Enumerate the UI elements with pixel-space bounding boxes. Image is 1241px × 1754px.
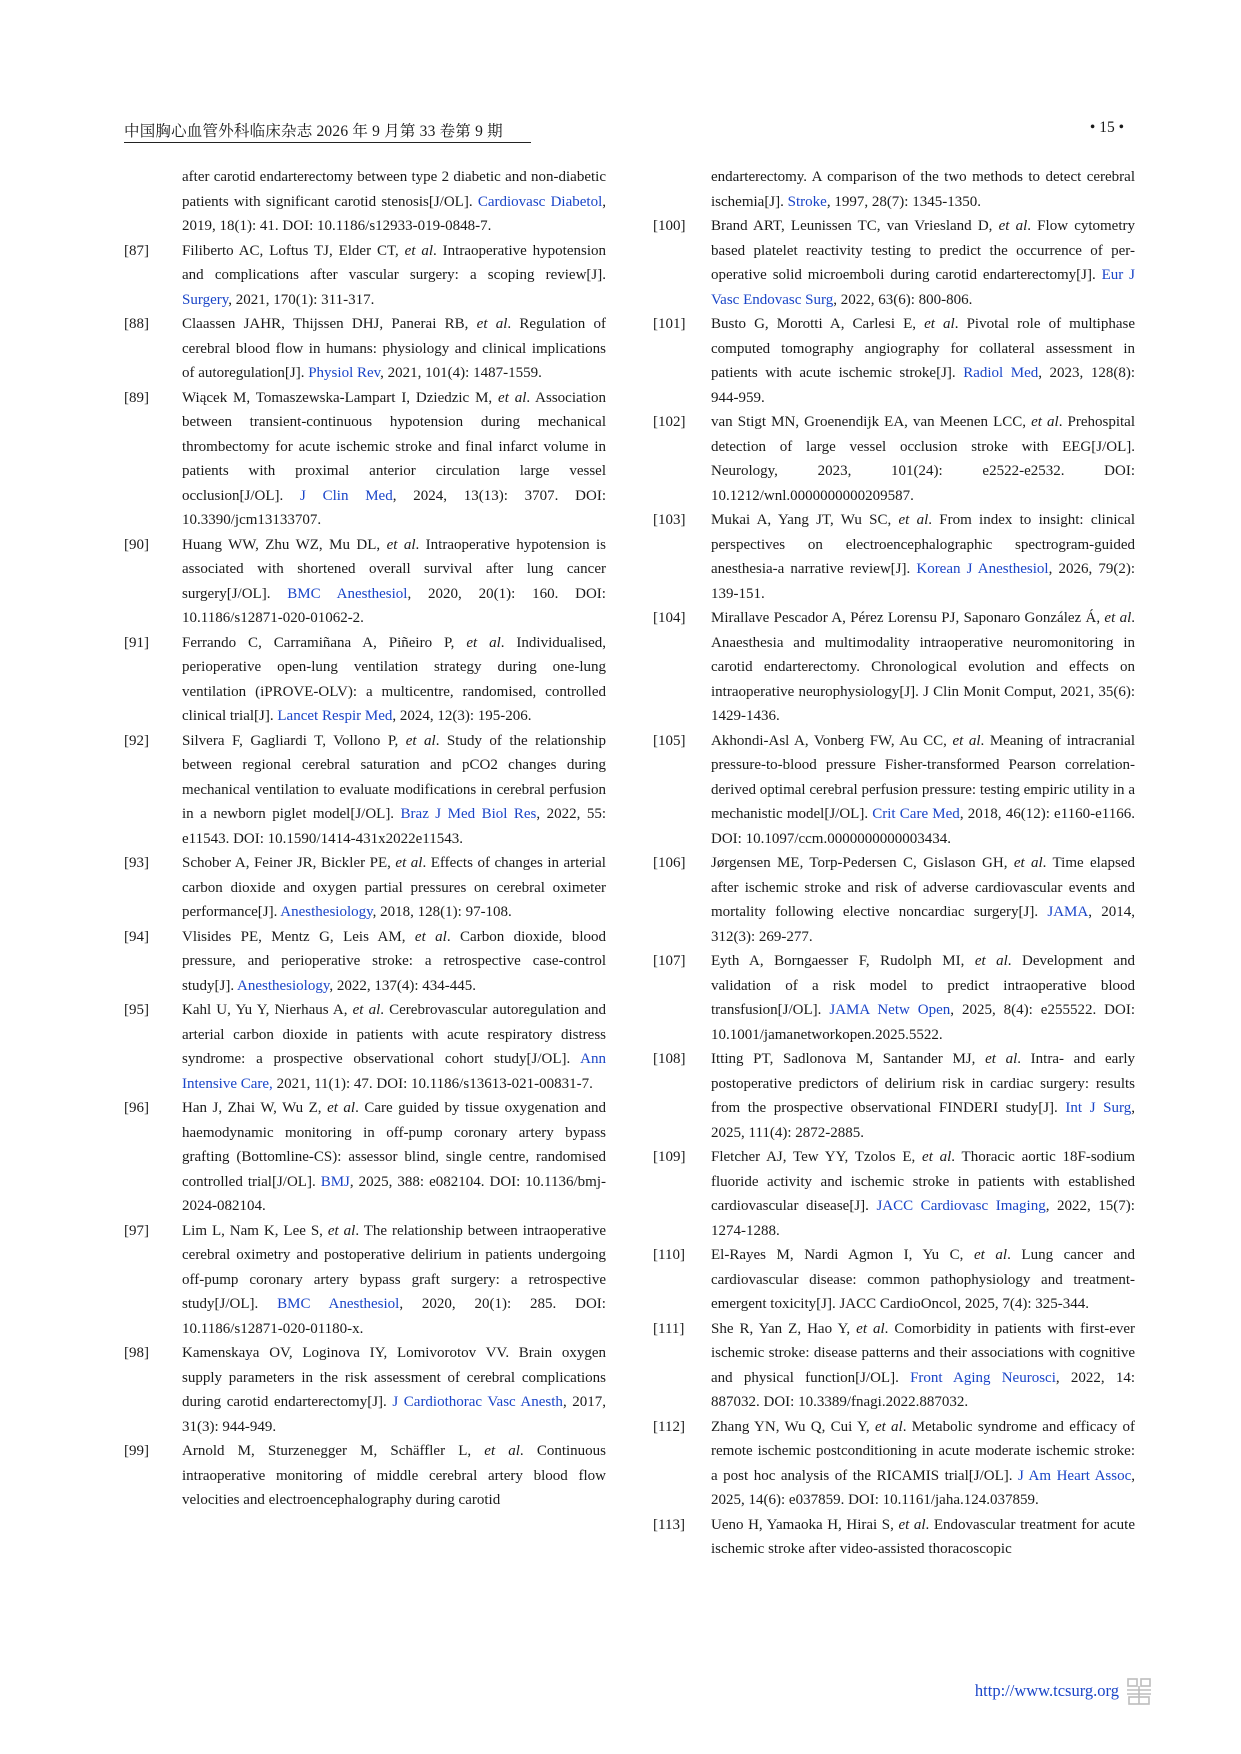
reference-text-segment: after carotid endarterectomy between type 2 diabetic and non-diabetic patients with significant carotid stenosis[J/OL]. (182, 169, 606, 210)
reference-text-segment: , 2020, 20(1): 285. DOI: 10.1186/s12871-020-01180-x. (182, 1296, 606, 1337)
et-al-italic: et al (414, 928, 447, 945)
reference-text-segment: . Intraoperative hypotension and complications after vascular surgery: a scoping review[J]. (182, 242, 606, 283)
et-al-italic: et al (405, 732, 436, 749)
reference-text-segment: . Meaning of intracranial pressure-to-blood pressure Fisher-transformed Pearson correlation-derived optimal cerebral perfusion pressure: testing empiric utility in a mechanistic model[J/OL]. (711, 732, 1136, 822)
et-al-italic: et al (922, 1149, 952, 1165)
et-al-italic: et al (974, 953, 1008, 969)
et-al-italic: et al (974, 1247, 1008, 1263)
reference-text-segment: . Study of the relationship between regional cerebral saturation and pCO2 changes during mechanical ventilation to evaluate modifications in cerebral perfusion in a newborn piglet model[J/OL]. (182, 732, 606, 822)
et-al-italic: et al (327, 1222, 356, 1239)
reference-text-segment: Arnold M, Sturzenegger M, Schäffler L, (182, 1443, 485, 1459)
reference-text (711, 312, 1135, 410)
reference-text (711, 1047, 1135, 1145)
reference-text-segment: Filiberto AC, Loftus TJ, Elder CT, (182, 242, 405, 259)
reference-number: [102] (653, 414, 686, 430)
reference-text-segment: , 2022, 15(7): 1274-1288. (711, 1198, 1135, 1239)
reference-text-segment: Mirallave Pescador A, Pérez Lorensu PJ, Saponaro González Á, (711, 610, 1105, 626)
reference-text-segment: , 2026, 79(2): 139-151. (711, 561, 1135, 602)
et-al-italic: et al (998, 218, 1028, 234)
journal-link[interactable]: Anesthesiology (237, 977, 330, 994)
header-divider (124, 142, 531, 143)
reference-number: [100] (653, 218, 686, 234)
reference-entry (653, 1047, 1135, 1145)
et-al-italic: et al (352, 1002, 381, 1018)
reference-number: [103] (653, 512, 686, 528)
reference-number: [111] (653, 1320, 685, 1337)
et-al-italic: et al (466, 634, 501, 651)
reference-number: [105] (653, 732, 686, 749)
reference-text (182, 1219, 606, 1342)
et-al-italic: et al (898, 512, 929, 528)
et-al-italic: et al (924, 316, 955, 332)
reference-text-segment: Huang WW, Zhu WZ, Mu DL, (182, 536, 387, 553)
reference-entry (124, 1341, 606, 1439)
reference-text-segment: , 2018, 46(12): e1160-e1166. DOI: 10.1097/ccm.0000000000003434. (711, 806, 1136, 847)
reference-text (182, 851, 606, 925)
et-al-italic: et al (395, 855, 423, 871)
reference-text-segment: . The relationship between intraoperative cerebral oximetry and postoperative delirium in patients undergoing off-pump coronary artery bypass graft surgery: a retrospective study[J/OL]. (182, 1222, 606, 1312)
reference-text (711, 410, 1135, 508)
reference-entry (124, 1219, 606, 1342)
reference-entry (653, 312, 1135, 410)
reference-text (711, 949, 1135, 1047)
reference-text-segment: Eyth A, Borngaesser F, Rudolph MI, (711, 953, 975, 969)
reference-text (182, 1096, 606, 1219)
reference-text-segment: , 2025, 388: e082104. DOI: 10.1136/bmj-2024-082104. (182, 1173, 606, 1214)
reference-text-segment: Akhondi-Asl A, Vonberg FW, Au CC, (711, 732, 953, 749)
journal-link[interactable]: J Cardiothorac Vasc Anesth (392, 1394, 563, 1410)
reference-text (182, 1439, 606, 1513)
reference-entry (124, 729, 606, 852)
reference-number: [104] (653, 610, 686, 626)
reference-number: [110] (653, 1247, 685, 1263)
reference-text-segment: . Anaesthesia and multimodality intraoperative neuromonitoring in carotid endarterectomy. Chronological evolution and effects on intraoperative neurophysiology[J]. J Clin Monit Comput, 2021, 35(6): 1429-1436. (711, 610, 1135, 724)
reference-text-segment: , 2022, 63(6): 800-806. (833, 291, 973, 308)
et-al-italic: et al (1013, 855, 1043, 871)
reference-text (182, 1341, 606, 1439)
reference-text-segment: , 2021, 170(1): 311-317. (228, 291, 375, 308)
reference-text-segment: Lim L, Nam K, Lee S, (182, 1222, 328, 1239)
reference-number: [87] (124, 242, 149, 259)
reference-number: [93] (124, 855, 149, 871)
reference-text-segment: Mukai A, Yang JT, Wu SC, (711, 512, 899, 528)
reference-text (182, 998, 606, 1096)
et-al-italic: et al (404, 242, 434, 259)
reference-entry (124, 851, 606, 925)
reference-entry (653, 214, 1135, 312)
reference-number: [98] (124, 1345, 149, 1361)
page-number: • 15 • (1089, 119, 1124, 136)
reference-text-segment: 2021, 11(1): 47. DOI: 10.1186/s13613-021-00831-7. (272, 1075, 593, 1092)
reference-entry (653, 729, 1135, 852)
reference-text (711, 851, 1135, 949)
reference-entry (653, 410, 1135, 508)
journal-link[interactable]: Front Aging Neurosci (910, 1369, 1056, 1386)
reference-text-segment: . Care guided by tissue oxygenation and haemodynamic monitoring in off-pump coronary artery bypass grafting (Bottomline-CS): assessor blind, single centre, randomised controlled trial[J/OL]. (182, 1100, 606, 1190)
journal-link[interactable]: Physiol Rev (308, 365, 381, 381)
reference-text-segment: Brand ART, Leunissen TC, van Vriesland D, (711, 218, 999, 234)
reference-entry (653, 1513, 1135, 1562)
et-al-italic: et al (498, 389, 527, 406)
reference-text-segment: . Metabolic syndrome and efficacy of remote ischemic postconditioning in acute moderate ischemic stroke: a post hoc analysis of the RICAMIS trial[J/OL]. (711, 1418, 1135, 1484)
journal-link[interactable]: JAMA (1047, 904, 1089, 920)
reference-entry (653, 949, 1135, 1047)
reference-text-segment: . Flow cytometry based platelet reactivity testing to predict the occurrence of per-operative solid microemboli during carotid endarterectomy[J]. (711, 218, 1136, 283)
reference-entry (124, 998, 606, 1096)
reference-number: [89] (124, 389, 149, 406)
reference-text (711, 1145, 1135, 1243)
footer (975, 1676, 1153, 1706)
reference-text-segment: . Regulation of cerebral blood flow in humans: physiology and clinical implications of autoregulation[J]. (182, 316, 606, 381)
reference-number: [96] (124, 1100, 149, 1116)
reference-entry (653, 508, 1135, 606)
reference-text-segment: . Prehospital detection of large vessel occlusion stroke with EEG[J/OL]. Neurology, 2023, 101(24): e2522-e2532. DOI: 10.1212/wnl.0000000000209587. (711, 414, 1136, 504)
reference-text-segment: . From index to insight: clinical perspectives on electroencephalographic spectrogram-guided anesthesia-a narrative review[J]. (711, 512, 1135, 577)
reference-text (182, 386, 606, 533)
journal-link[interactable]: Radiol Med (963, 365, 1039, 381)
et-al-italic: et al (985, 1051, 1018, 1067)
tcsurg-logo-icon (1125, 1676, 1153, 1706)
reference-text (711, 1415, 1135, 1513)
reference-text-segment: Ueno H, Yamaoka H, Hirai S, (711, 1516, 899, 1533)
reference-number: [88] (124, 316, 149, 332)
et-al-italic: et al (1104, 610, 1132, 626)
reference-text-segment: endarterectomy. A comparison of the two methods to detect cerebral ischemia[J]. (711, 169, 1135, 210)
reference-text-segment: She R, Yan Z, Hao Y, (711, 1320, 857, 1337)
journal-link[interactable]: J Clin Med (300, 487, 393, 504)
reference-text (711, 1513, 1135, 1562)
et-al-italic: et al (856, 1320, 885, 1337)
reference-entry (653, 1145, 1135, 1243)
reference-text-segment: , 2017, 31(3): 944-949. (182, 1394, 607, 1435)
reference-text-segment: Fletcher AJ, Tew YY, Tzolos E, (711, 1149, 923, 1165)
reference-text-segment: , 2018, 128(1): 97-108. (372, 904, 512, 920)
reference-text (711, 729, 1135, 852)
reference-text-segment: Vlisides PE, Mentz G, Leis AM, (182, 928, 415, 945)
journal-link[interactable]: BMC Anesthesiol (277, 1296, 400, 1312)
reference-number: [101] (653, 316, 686, 332)
reference-text-segment: , 2025, 8(4): e255522. DOI: 10.1001/jamanetworkopen.2025.5522. (711, 1002, 1135, 1043)
journal-link[interactable]: Korean J Anesthesiol (916, 561, 1049, 577)
reference-text-segment: , 2023, 128(8): 944-959. (711, 365, 1136, 406)
reference-text-segment: Claassen JAHR, Thijssen DHJ, Panerai RB, (182, 316, 477, 332)
et-al-italic: et al (1031, 414, 1059, 430)
journal-link[interactable]: Braz J Med Biol Res (400, 806, 537, 822)
reference-text-segment: Schober A, Feiner JR, Bickler PE, (182, 855, 396, 871)
reference-text-segment: , 1997, 28(7): 1345-1350. (826, 193, 981, 210)
reference-entry (653, 165, 1135, 214)
reference-text (711, 1317, 1135, 1415)
journal-link[interactable]: Cardiovasc Diabetol (477, 193, 603, 210)
reference-text (711, 606, 1135, 729)
reference-text-segment: , 2020, 20(1): 160. DOI: 10.1186/s12871-020-01062-2. (182, 585, 606, 626)
reference-entry (124, 165, 606, 239)
journal-link[interactable]: Int J Surg (1065, 1100, 1132, 1116)
reference-number: [109] (653, 1149, 686, 1165)
reference-entry (653, 606, 1135, 729)
et-al-italic: et al (476, 316, 508, 332)
reference-text-segment: . Intraoperative hypotension is associated with shortened overall survival after lung cancer surgery[J/OL]. (182, 536, 607, 602)
reference-entry (653, 1317, 1135, 1415)
et-al-italic: et al (898, 1516, 926, 1533)
reference-text-segment: Kamenskaya OV, Loginova IY, Lomivorotov VV. Brain oxygen supply parameters in the risk assessment of cerebral complications during carotid endarterectomy[J]. (182, 1345, 606, 1410)
reference-text-segment: . Carbon dioxide, blood pressure, and perioperative stroke: a retrospective case-control study[J]. (182, 928, 606, 994)
reference-text-segment: , 2024, 12(3): 195-206. (392, 708, 532, 724)
reference-number: [99] (124, 1443, 149, 1459)
reference-entry (124, 631, 606, 729)
reference-text-segment: . Effects of changes in arterial carbon dioxide and oxygen partial pressures on cerebral oximeter performance[J]. (182, 855, 606, 920)
reference-entry (653, 1415, 1135, 1513)
reference-number: [113] (653, 1516, 685, 1533)
reference-number: [97] (124, 1222, 149, 1239)
journal-link[interactable]: J Am Heart Assoc (1018, 1467, 1132, 1484)
journal-link[interactable]: BMC Anesthesiol (287, 585, 408, 602)
reference-text-segment: Jørgensen ME, Torp-Pedersen C, Gislason GH, (711, 855, 1014, 871)
reference-number: [92] (124, 732, 149, 749)
reference-text-segment: . Lung cancer and cardiovascular disease: common pathophysiology and treatment-emergent toxicity[J]. JACC CardioOncol, 2025, 7(4): 325-344. (711, 1247, 1136, 1312)
reference-text (182, 312, 606, 386)
journal-link[interactable]: Surgery (182, 291, 229, 308)
reference-text (711, 214, 1135, 312)
reference-text-segment: . Time elapsed after ischemic stroke and risk of adverse cardiovascular events and mortality following elective noncardiac surgery[J]. (711, 855, 1135, 920)
journal-issue-header: 中国胸心血管外科临床杂志 2026 年 9 月第 33 卷第 9 期 (124, 123, 503, 140)
reference-text (711, 1243, 1135, 1317)
reference-entry (653, 851, 1135, 949)
reference-text-segment: . Thoracic aortic 18F-sodium fluoride activity and ischemic stroke in patients with established cardiovascular disease[J]. (711, 1149, 1136, 1214)
reference-text-segment: , 2022, 137(4): 434-445. (329, 977, 477, 994)
reference-text-segment: . Comorbidity in patients with first-ever ischemic stroke: disease patterns and their associations with cognitive and physical function[J/OL]. (711, 1320, 1136, 1386)
reference-text-segment: El-Rayes M, Nardi Agmon I, Yu C, (711, 1247, 975, 1263)
reference-text-segment: . Individualised, perioperative open-lung ventilation strategy during one-lung ventilation (iPROVE-OLV): a multicentre, randomised, controlled clinical trial[J]. (182, 634, 606, 724)
reference-text-segment: , 2022, 14: 887032. DOI: 10.3389/fnagi.2022.887032. (711, 1369, 1136, 1410)
reference-text-segment: . Endovascular treatment for acute ischemic stroke after video-assisted thoracoscopic (711, 1516, 1135, 1557)
reference-text (182, 925, 606, 999)
references-right-column (653, 165, 1135, 1562)
reference-text-segment: , 2025, 111(4): 2872-2885. (711, 1100, 1135, 1141)
reference-text-segment: . Continuous intraoperative monitoring of middle cerebral artery blood flow velocities and electroencephalography during carotid (182, 1443, 606, 1508)
references-left-column (124, 165, 606, 1513)
reference-entry (124, 1439, 606, 1513)
reference-number: [106] (653, 855, 686, 871)
reference-number: [112] (653, 1418, 685, 1435)
reference-number: [91] (124, 634, 149, 651)
journal-link[interactable]: Ann Intensive Care, (182, 1051, 606, 1092)
reference-text-segment: . Intra- and early postoperative predictors of delirium risk in cardiac surgery: results from the prospective observational FINDERI study[J]. (711, 1051, 1135, 1116)
reference-text-segment: Ferrando C, Carramiñana A, Piñeiro P, (182, 634, 467, 651)
et-al-italic: et al (484, 1443, 520, 1459)
reference-text (182, 239, 606, 313)
reference-text-segment: van Stigt MN, Groenendijk EA, van Meenen LCC, (711, 414, 1032, 430)
et-al-italic: et al (327, 1100, 356, 1116)
journal-link[interactable]: Crit Care Med (872, 806, 960, 822)
et-al-italic: et al (952, 732, 981, 749)
reference-text-segment: Silvera F, Gagliardi T, Vollono P, (182, 732, 406, 749)
reference-entry (124, 925, 606, 999)
reference-text-segment: Itting PT, Sadlonova M, Santander MJ, (711, 1051, 986, 1067)
reference-text-segment: , 2022, 55: e11543. DOI: 10.1590/1414-431x2022e11543. (182, 806, 606, 847)
journal-link[interactable]: Anesthesiology (280, 904, 373, 920)
reference-number: [107] (653, 953, 686, 969)
reference-text (711, 508, 1135, 606)
reference-entry (124, 533, 606, 631)
reference-number: [108] (653, 1051, 686, 1067)
reference-text-segment: Han J, Zhai W, Wu Z, (182, 1100, 328, 1116)
reference-text-segment: . Development and validation of a risk model to predict intraoperative blood transfusion[J/OL]. (711, 953, 1135, 1018)
et-al-italic: et al (874, 1418, 903, 1435)
reference-entry (653, 1243, 1135, 1317)
reference-text-segment: , 2014, 312(3): 269-277. (711, 904, 1136, 945)
reference-text (124, 165, 606, 239)
journal-link[interactable]: Stroke (787, 193, 827, 210)
reference-text-segment: Kahl U, Yu Y, Nierhaus A, (182, 1002, 353, 1018)
reference-text (182, 533, 606, 631)
reference-text-segment: , 2021, 101(4): 1487-1559. (380, 365, 542, 381)
reference-text-segment: Wiącek M, Tomaszewska-Lampart I, Dziedzic M, (182, 389, 499, 406)
journal-link[interactable]: JAMA Netw Open (829, 1002, 951, 1018)
reference-text (182, 631, 606, 729)
journal-link[interactable]: Lancet Respir Med (277, 708, 393, 724)
journal-link[interactable]: JACC Cardiovasc Imaging (876, 1198, 1046, 1214)
reference-entry (124, 1096, 606, 1219)
reference-text-segment: . Association between transient-continuous hypotension during mechanical thrombectomy for acute ischemic stroke and final infarct volume in patients with proximal anterior circulation large vessel occlusion[J/OL]. (182, 389, 606, 504)
reference-text-segment: , 2025, 14(6): e037859. DOI: 10.1161/jaha.124.037859. (711, 1467, 1135, 1508)
reference-number: [94] (124, 928, 149, 945)
reference-number: [90] (124, 536, 149, 553)
reference-text (653, 165, 1135, 214)
journal-link[interactable]: BMJ (320, 1173, 350, 1190)
reference-number: [95] (124, 1002, 149, 1018)
reference-text-segment: . Cerebrovascular autoregulation and arterial carbon dioxide in patients with acute respiratory distress syndrome: a prospective observational cohort study[J/OL]. (182, 1002, 606, 1067)
reference-text (182, 729, 606, 852)
et-al-italic: et al (386, 536, 416, 553)
reference-entry (124, 386, 606, 533)
journal-website-link[interactable]: http://www.tcsurg.org (974, 1681, 1119, 1700)
reference-text-segment: Zhang YN, Wu Q, Cui Y, (711, 1418, 875, 1435)
reference-entry (124, 239, 606, 313)
reference-entry (124, 312, 606, 386)
reference-text-segment: , 2024, 13(13): 3707. DOI: 10.3390/jcm13133707. (182, 487, 606, 528)
reference-text-segment: . Pivotal role of multiphase computed tomography angiography for collateral assessment in patients with acute ischemic stroke[J]. (711, 316, 1135, 381)
reference-text-segment: Busto G, Morotti A, Carlesi E, (711, 316, 925, 332)
journal-link[interactable]: Eur J Vasc Endovasc Surg (711, 267, 1135, 308)
reference-text-segment: , 2019, 18(1): 41. DOI: 10.1186/s12933-019-0848-7. (182, 193, 607, 234)
